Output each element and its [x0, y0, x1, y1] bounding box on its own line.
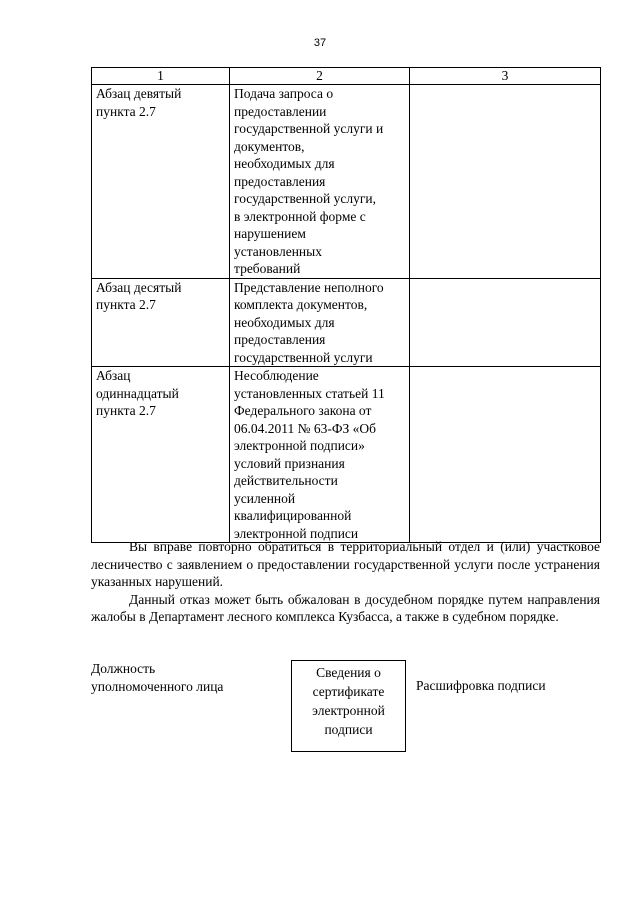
cell-line: действительности — [234, 473, 338, 488]
cell-line: пункта 2.7 — [96, 103, 156, 119]
cell-line: предоставлении — [234, 103, 327, 119]
cell-line: документов, — [234, 138, 305, 154]
cell-line: требований — [234, 261, 301, 276]
table-row — [92, 278, 601, 367]
cell-line: государственной услуги и — [234, 121, 384, 136]
column-header-2: 2 — [230, 68, 410, 85]
table-row — [92, 367, 601, 543]
cell-line: предоставления — [234, 173, 326, 189]
cell-line: Абзац десятый — [96, 279, 182, 295]
refusal-grounds-table — [91, 67, 601, 543]
row-ground-cell — [230, 367, 410, 543]
row-reference-cell — [92, 278, 230, 367]
cell-line: необходимых для — [234, 156, 335, 171]
cell-line: электронной подписи» — [234, 438, 365, 453]
certificate-line: сертификате — [312, 684, 385, 699]
row-explanation-cell — [410, 278, 601, 367]
notice-text — [91, 538, 600, 626]
certificate-info-box — [291, 660, 406, 752]
position-line: Должность — [91, 661, 156, 676]
appeal-paragraph: Данный отказ может быть обжалован в досудебном порядке путем направления жалобы в Департамент лесного комплекса Кузбасса, а также в судебном порядке. — [91, 591, 600, 624]
cell-line: государственной услуги, — [234, 191, 376, 206]
row-reference-cell — [92, 85, 230, 279]
cell-line: пункта 2.7 — [96, 403, 156, 418]
cell-line: Абзац девятый — [96, 86, 182, 101]
cell-line: в электронной форме с — [234, 208, 366, 224]
row-explanation-cell — [410, 367, 601, 543]
cell-line: установленных статьей 11 — [234, 385, 385, 401]
cell-line: усиленной — [234, 490, 296, 506]
column-header-3: 3 — [410, 68, 601, 85]
row-ground-cell — [230, 85, 410, 279]
reapply-paragraph: Вы вправе повторно обратиться в территориальный отдел и (или) участковое лесничество с заявлением о предоставлении государственной услуги после устранения указанных нарушений. — [91, 539, 600, 589]
cell-line: установленных — [234, 243, 322, 259]
cell-line: Несоблюдение — [234, 368, 319, 383]
signature-decode-label: Расшифровка подписи — [416, 678, 546, 693]
position-line: уполномоченного лица — [91, 678, 224, 694]
table-row — [92, 85, 601, 279]
certificate-line: подписи — [324, 722, 373, 737]
row-reference-cell — [92, 367, 230, 543]
cell-line: нарушением — [234, 226, 306, 241]
certificate-line: Сведения о — [316, 665, 381, 680]
cell-line: Федерального закона от — [234, 403, 372, 418]
cell-line: необходимых для — [234, 314, 335, 330]
cell-line: квалифицированной — [234, 508, 352, 523]
cell-line: Абзац — [96, 368, 131, 383]
cell-line: комплекта документов, — [234, 297, 368, 312]
cell-line: одиннадцатый — [96, 385, 179, 401]
cell-line: Представление неполного — [234, 279, 384, 295]
official-position-label — [91, 660, 271, 695]
cell-line: Подача запроса о — [234, 86, 334, 101]
cell-line: пункта 2.7 — [96, 297, 156, 312]
row-ground-cell — [230, 278, 410, 367]
column-header-1: 1 — [92, 68, 230, 85]
cell-line: 06.04.2011 № 63-ФЗ «Об — [234, 420, 377, 436]
table-header-row — [92, 68, 601, 85]
certificate-line: электронной — [312, 703, 385, 718]
cell-line: условий признания — [234, 455, 345, 471]
cell-line: электронной подписи — [234, 525, 359, 541]
cell-line: предоставления — [234, 332, 326, 347]
cell-line: государственной услуги — [234, 349, 373, 365]
page-number: 37 — [313, 37, 327, 49]
row-explanation-cell — [410, 85, 601, 279]
